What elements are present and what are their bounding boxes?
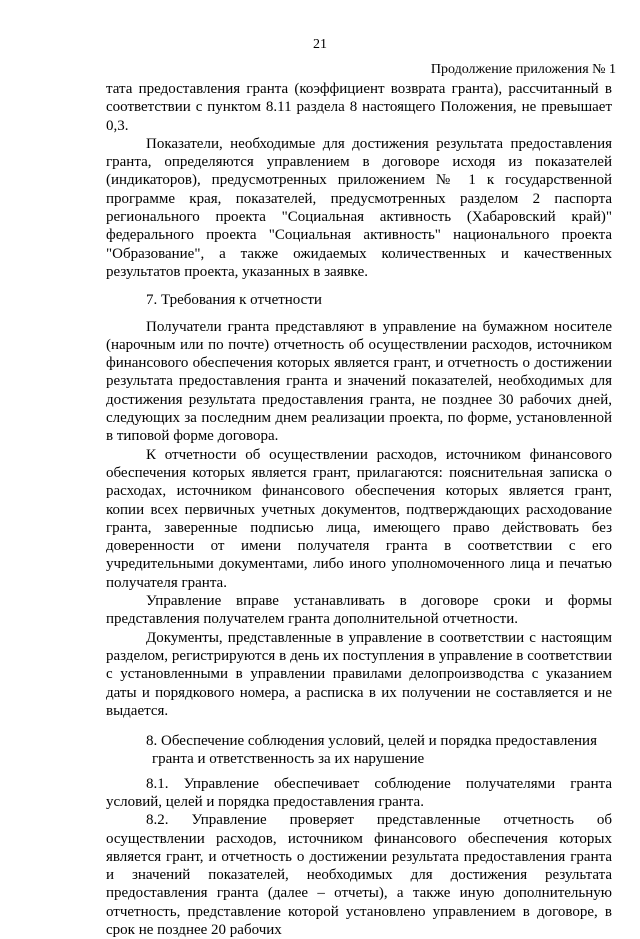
paragraph-8-2: 8.2. Управление проверяет представленные отчетность об осуществлении расходов, источником финансового обеспечения которых является грант, и отчетность о достижении результата предоставления гранта и значений показателей, необходимых для достижения результата предоставления гранта (далее – отчеты), а также иную дополнительную отчетность, представление которой установлено управлением в договоре, в срок не позднее 20 рабочих [106,812,612,939]
continuation-label: Продолжение приложения № 1 [430,62,616,77]
paragraph-registration: Документы, представленные в управление в соответствии с настоящим разделом, регистрируются в день их поступления в управление в соответствии с установленными в управлении правилами делопроизводства с указанием даты и порядкового номера, а расписка в их получении не составляется и не выдается. [106,629,612,719]
paragraph-result-coefficient: тата предоставления гранта (коэффициент возврата гранта), рассчитанный в соответствии с пунктом 8.11 раздела 8 настоящего Положения, не превышает 0,3. [106,81,612,134]
page-number: 21 [313,37,327,52]
section-heading-7: 7. Требования к отчетности [146,292,322,309]
paragraph-reporting: Получатели гранта представляют в управление на бумажном носителе (нарочным или по почте) отчетность об осуществлении расходов, источником финансового обеспечения которых является грант, и отчетность о достижении результата предоставления гранта и значений показателей, необходимых для достижения результата предоставления гранта, не позднее 30 рабочих дней, следующих за последним днем реализации проекта, по форме, установленной в типовой форме договора. [106,318,612,445]
section-heading-8-line1: 8. Обеспечение соблюдения условий, целей и порядка предоставления [146,733,597,750]
document-body [106,80,612,939]
paragraph-additional-reporting: Управление вправе устанавливать в договоре сроки и формы представления получателем гранта дополнительной отчетности. [106,593,612,628]
paragraph-attachments: К отчетности об осуществлении расходов, источником финансового обеспечения которых является грант, прилагаются: пояснительная записка о расходах, источником финансового обеспечения которых является грант, копии всех первичных учетных документов, подтверждающих расходование гранта, заверенные подписью лица, имеющего право действовать без доверенности от имени получателя гранта в соответствии с его учредительными документами, либо иного уполномоченного лица и печатью получателя гранта. [106,446,612,591]
section-heading-8 [106,732,612,769]
paragraph-indicators: Показатели, необходимые для достижения результата предоставления гранта, определяются управлением в договоре исходя из показателей (индикаторов), предусмотренных приложением № 1 к государственной программе края, показателей, предусмотренных разделом 2 паспорта регионального проекта "Социальная активность (Хабаровский край)" федерального проекта "Социальная активность" национального проекта "Образование", а также ожидаемых количественных и качественных результатов проекта, указанных в заявке. [106,135,612,280]
section-heading-8-line2: гранта и ответственность за их нарушение [152,751,425,768]
paragraph-8-1: 8.1. Управление обеспечивает соблюдение получателями гранта условий, целей и порядка предоставления гранта. [106,775,612,810]
